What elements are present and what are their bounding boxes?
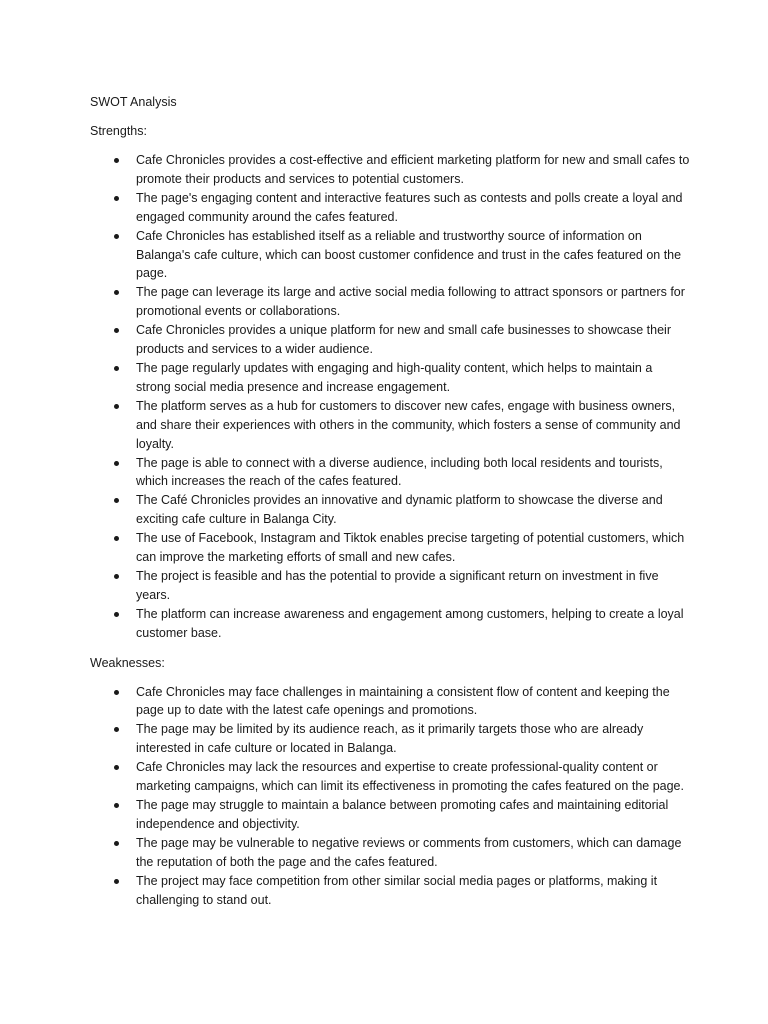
list-item (90, 491, 690, 529)
list-item (90, 529, 690, 567)
list-item-text: Cafe Chronicles may lack the resources and expertise to create professional-quality content or marketing campaigns, which can limit its effectiveness in promoting the cafes featured on the page. (136, 760, 684, 794)
list-item-text: The use of Facebook, Instagram and Tiktok enables precise targeting of potential customers, which can improve the marketing efforts of small and new cafes. (136, 531, 685, 565)
document-page (90, 93, 690, 920)
document-title: SWOT Analysis (90, 95, 177, 109)
bullet-icon (114, 612, 119, 617)
list-item-text: Cafe Chronicles provides a unique platform for new and small cafe businesses to showcase their products and services to a wider audience. (136, 323, 671, 357)
bullet-icon (114, 328, 119, 333)
list-item (90, 605, 690, 643)
weaknesses-list (90, 683, 690, 910)
list-item-text: The page can leverage its large and active social media following to attract sponsors or partners for promotional events or collaborations. (136, 285, 685, 319)
list-item-text: The Café Chronicles provides an innovative and dynamic platform to showcase the diverse and exciting cafe culture in Balanga City. (136, 493, 663, 527)
weaknesses-heading: Weaknesses: (90, 655, 165, 670)
list-item-text: The platform serves as a hub for customers to discover new cafes, engage with business owners, and share their experiences with others in the community, which fosters a sense of community and loyalty. (136, 398, 681, 451)
bullet-icon (114, 690, 119, 695)
list-item (90, 189, 690, 227)
list-item (90, 454, 690, 492)
list-item-text: The project is feasible and has the potential to provide a significant return on investment in five years. (136, 568, 659, 602)
list-item (90, 872, 690, 910)
strengths-list (90, 151, 690, 643)
list-item (90, 683, 690, 721)
list-item-text: The page's engaging content and interactive features such as contests and polls create a loyal and engaged community around the cafes featured. (136, 190, 683, 224)
strengths-heading: Strengths: (90, 124, 147, 138)
list-item (90, 758, 690, 796)
list-item (90, 796, 690, 834)
bullet-icon (114, 574, 119, 579)
list-item (90, 283, 690, 321)
list-item-text: The page is able to connect with a diverse audience, including both local residents and tourists, which increases the reach of the cafes featured. (136, 455, 663, 489)
bullet-icon (114, 765, 119, 770)
bullet-icon (114, 536, 119, 541)
list-item-text: Cafe Chronicles may face challenges in maintaining a consistent flow of content and keeping the page up to date with the latest cafe openings and promotions. (136, 684, 670, 718)
bullet-icon (114, 498, 119, 503)
bullet-icon (114, 366, 119, 371)
list-item-text: Cafe Chronicles has established itself as a reliable and trustworthy source of information on Balanga's cafe culture, which can boost customer confidence and trust in the cafes featured on the page. (136, 228, 682, 281)
bullet-icon (114, 404, 119, 409)
bullet-icon (114, 841, 119, 846)
list-item-text: The platform can increase awareness and engagement among customers, helping to create a loyal customer base. (136, 606, 684, 640)
list-item-text: The page may be vulnerable to negative reviews or comments from customers, which can damage the reputation of both the page and the cafes featured. (136, 835, 682, 869)
bullet-icon (114, 803, 119, 808)
bullet-icon (114, 727, 119, 732)
list-item (90, 720, 690, 758)
bullet-icon (114, 290, 119, 295)
bullet-icon (114, 234, 119, 239)
list-item (90, 397, 690, 454)
bullet-icon (114, 461, 119, 466)
bullet-icon (114, 879, 119, 884)
list-item (90, 834, 690, 872)
list-item-text: The page may struggle to maintain a balance between promoting cafes and maintaining editorial independence and objectivity. (136, 798, 669, 831)
list-item (90, 359, 690, 397)
list-item (90, 227, 690, 284)
list-item-text: The project may face competition from other similar social media pages or platforms, making it challenging to stand out. (136, 873, 658, 907)
bullet-icon (114, 158, 119, 163)
list-item (90, 151, 690, 189)
list-item (90, 321, 690, 359)
list-item-text: The page regularly updates with engaging and high-quality content, which helps to maintain a strong social media presence and increase engagement. (136, 360, 653, 394)
bullet-icon (114, 196, 119, 201)
list-item-text: Cafe Chronicles provides a cost-effective and efficient marketing platform for new and small cafes to promote their products and services to potential customers. (136, 153, 690, 186)
list-item (90, 567, 690, 605)
list-item-text: The page may be limited by its audience reach, as it primarily targets those who are already interested in cafe culture or located in Balanga. (136, 722, 644, 756)
